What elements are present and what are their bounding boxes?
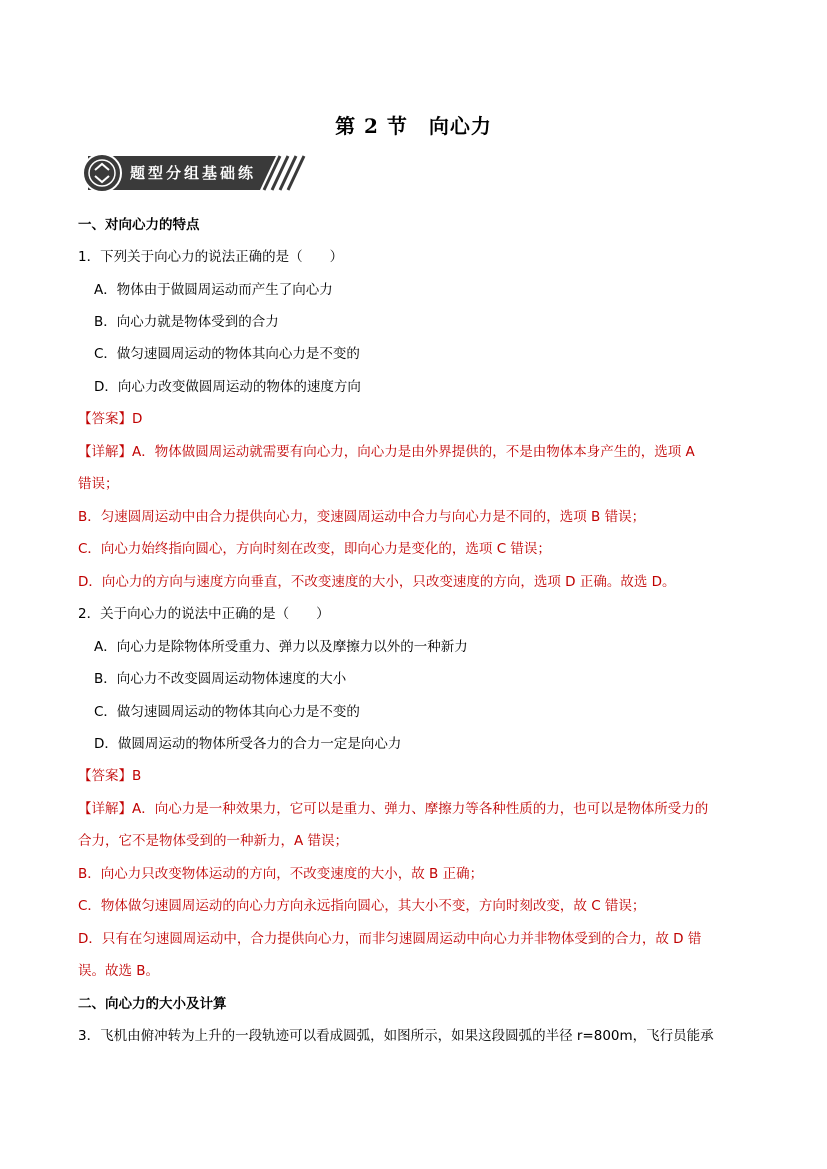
text-line: 【详解】A．向心力是一种效果力，它可以是重力、弹力、摩擦力等各种性质的力，也可以是物体所受力的: [78, 801, 709, 817]
text-line: D．向心力的方向与速度方向垂直，不改变速度的大小，只改变速度的方向，选项 D 正确。故选 D。: [78, 574, 676, 590]
text-line: C．做匀速圆周运动的物体其向心力是不变的: [94, 704, 360, 720]
page-title: 第 2 节 向心力: [335, 114, 492, 138]
text-line: C．物体做匀速圆周运动的向心力方向永远指向圆心，其大小不变，方向时刻改变，故 C 错误；: [78, 898, 646, 914]
text-line: C．向心力始终指向圆心，方向时刻在改变，即向心力是变化的，选项 C 错误；: [78, 541, 551, 557]
text-line: 【详解】A．物体做圆周运动就需要有向心力，向心力是由外界提供的，不是由物体本身产生的，选项 A: [78, 444, 695, 460]
text-line: 错误；: [78, 476, 119, 492]
text-line: 2．关于向心力的说法中正确的是（ ）: [78, 606, 330, 622]
text-line: A．物体由于做圆周运动而产生了向心力: [94, 282, 333, 298]
text-line: D．向心力改变做圆周运动的物体的速度方向: [94, 379, 361, 395]
text-line: 二、向心力的大小及计算: [78, 996, 227, 1012]
text-line: A．向心力是除物体所受重力、弹力以及摩擦力以外的一种新力: [94, 639, 468, 655]
text-line: 3．飞机由俯冲转为上升的一段轨迹可以看成圆弧，如图所示，如果这段圆弧的半径 r=800m，飞行员能承: [78, 1028, 714, 1044]
banner-label: 题型分组基础练: [130, 164, 257, 182]
text-line: D．做圆周运动的物体所受各力的合力一定是向心力: [94, 736, 402, 752]
text-line: 误。故选 B。: [78, 963, 160, 979]
text-line: B．向心力就是物体受到的合力: [94, 314, 279, 330]
text-line: B．向心力不改变圆周运动物体速度的大小: [94, 671, 347, 687]
text-line: B．匀速圆周运动中由合力提供向心力，变速圆周运动中合力与向心力是不同的，选项 B 错误；: [78, 509, 646, 525]
text-line: 【答案】D: [78, 411, 143, 427]
text-line: 1．下列关于向心力的说法正确的是（ ）: [78, 249, 344, 265]
text-line: 【答案】B: [78, 768, 142, 784]
section-banner: [80, 152, 308, 194]
text-line: 合力，它不是物体受到的一种新力，A 错误；: [78, 833, 349, 849]
text-line: 一、对向心力的特点: [78, 217, 200, 233]
text-line: B．向心力只改变物体运动的方向，不改变速度的大小，故 B 正确；: [78, 866, 484, 882]
text-line: C．做匀速圆周运动的物体其向心力是不变的: [94, 346, 360, 362]
text-line: D．只有在匀速圆周运动中，合力提供向心力，而非匀速圆周运动中向心力并非物体受到的合力，故 D 错: [78, 931, 702, 947]
